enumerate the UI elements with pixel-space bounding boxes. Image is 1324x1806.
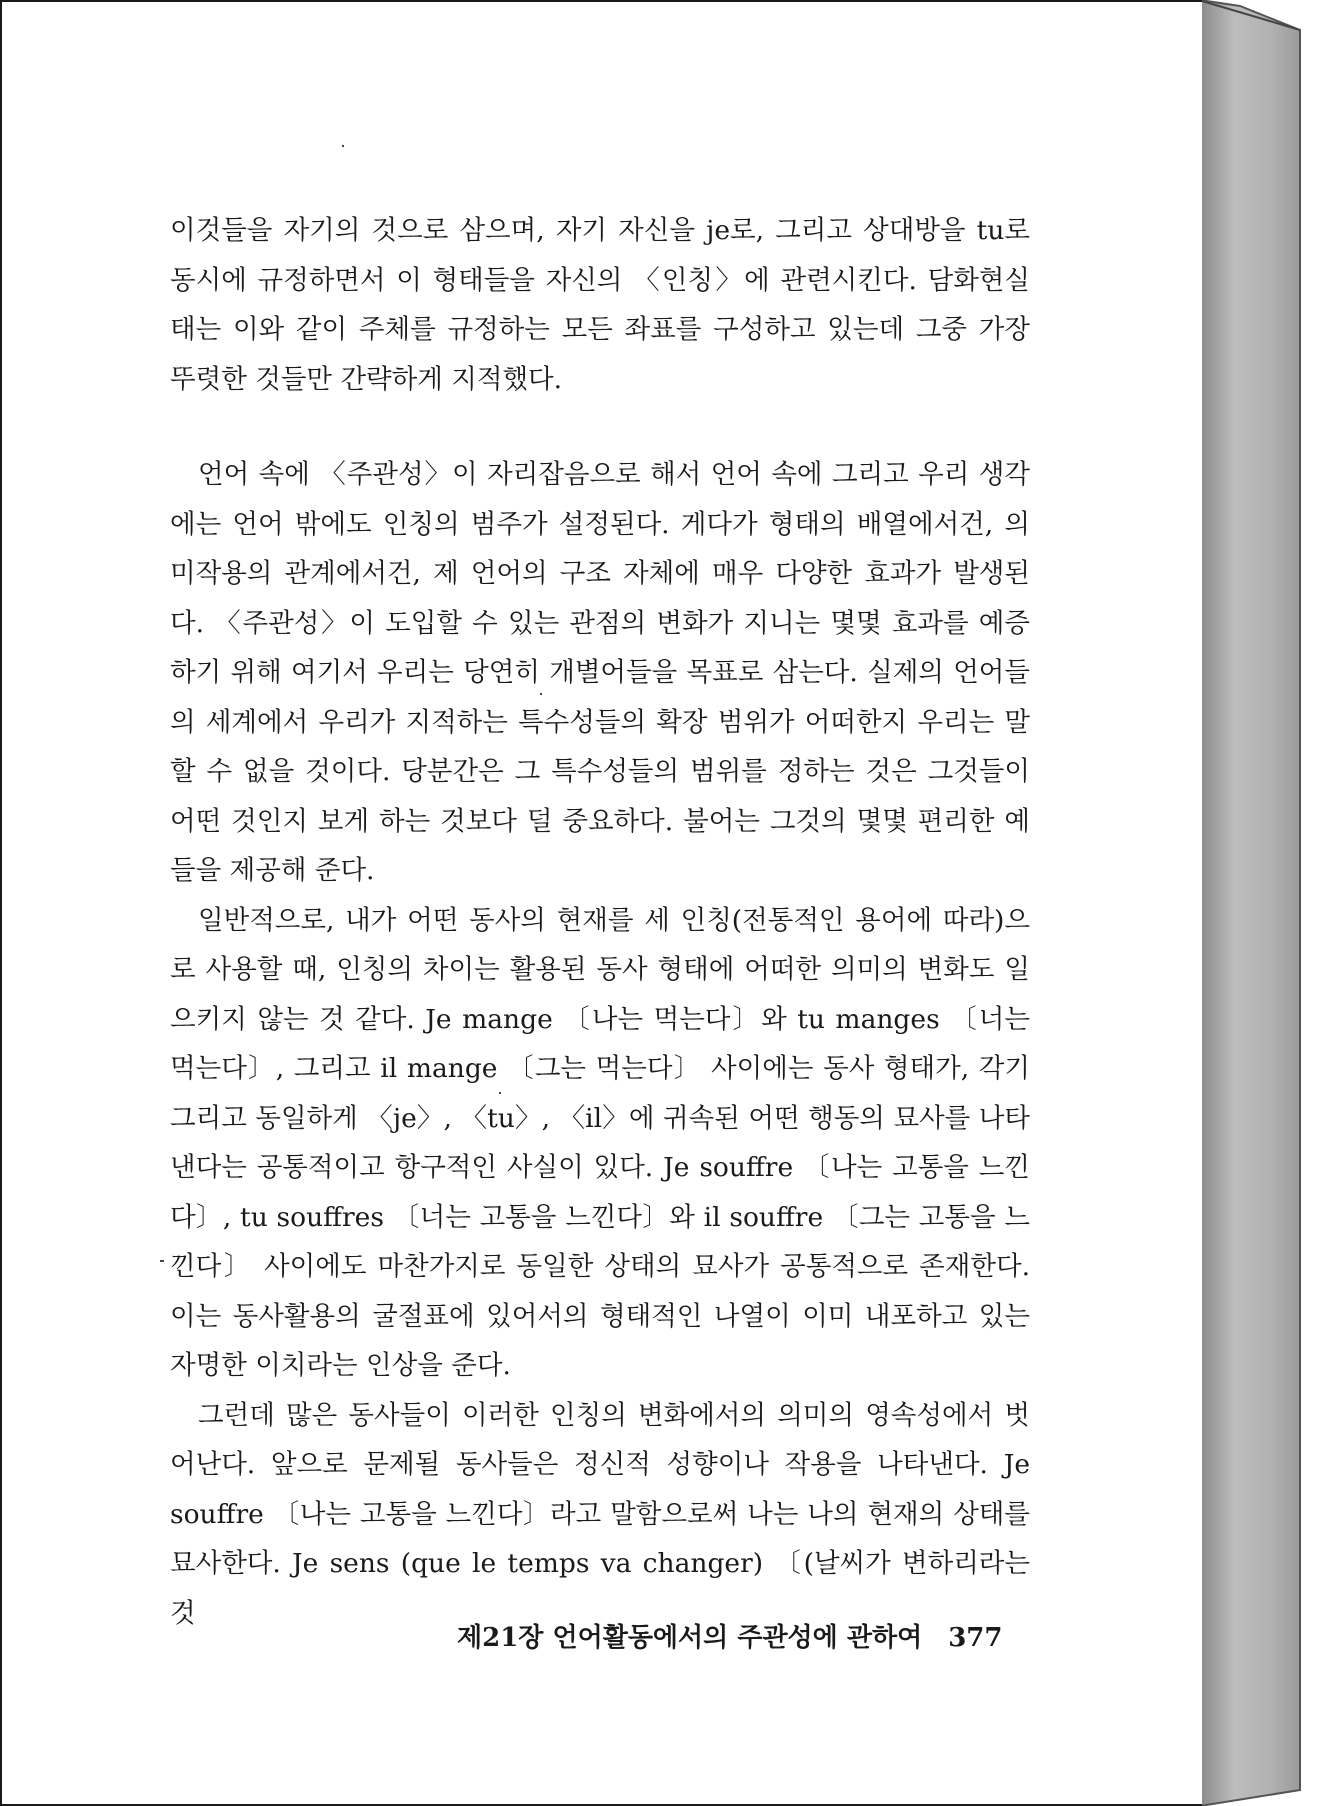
paragraph-2: 언어 속에 〈주관성〉이 자리잡음으로 해서 언어 속에 그리고 우리 생각에는 언어 밖에도 인칭의 범주가 설정된다. 게다가 형태의 배열에서건, 의미작용의 관계에서건, 제 언어의 구조 자체에 매우 다양한 효과가 발생된다. 〈주관성〉이 도입할 수 있는 관점의 변화가 지니는 몇몇 효과를 예증하기 위해 여기서 우리는 당연히 개별어들을 목표로 삼는다. 실제의 언어들의 세계에서 우리가 지적하는 특수성들의 확장 범위가 어떠한지 우리는 말할 수 없을 것이다. 당분간은 그 특수성들의 범위를 정하는 것은 그것들이 어떤 것인지 보게 하는 것보다 덜 중요하다. 불어는 그것의 몇몇 편리한 예들을 제공해 준다. xyxy=(170,459,1030,886)
paragraph-3: 일반적으로, 내가 어떤 동사의 현재를 세 인칭(전통적인 용어에 따라)으로 사용할 때, 인칭의 차이는 활용된 동사 형태에 어떠한 의미의 변화도 일으키지 않는 것 같다. Je mange 〔나는 먹는다〕와 tu manges 〔너는 먹는다〕, 그리고 il mange 〔그는 먹는다〕 사이에는 동사 형태가, 각기 그리고 동일하게 〈je〉, 〈tu〉, 〈il〉에 귀속된 어떤 행동의 묘사를 나타낸다는 공통적이고 항구적인 사실이 있다. Je souffre 〔나는 고통을 느낀다〕, tu souffres 〔너는 고통을 느낀다〕와 il souffre 〔그는 고통을 느낀다〕 사이에도 마찬가지로 동일한 상태의 묘사가 공통적으로 존재한다. 이는 동사활용의 굴절표에 있어서의 형태적인 나열이 이미 내포하고 있는 자명한 이치라는 인상을 준다. xyxy=(170,904,1030,1381)
page-number: 377 xyxy=(948,1623,1003,1653)
page-footer xyxy=(457,1618,1017,1658)
body-text-top xyxy=(170,206,1030,404)
scan-speck xyxy=(342,145,344,147)
scan-speck xyxy=(160,1260,164,1262)
chapter-title: 제21장 언어활동에서의 주관성에 관하여 xyxy=(457,1623,923,1653)
paragraph-1: 이것들을 자기의 것으로 삼으며, 자기 자신을 je로, 그리고 상대방을 tu로 동시에 규정하면서 이 형태들을 자신의 〈인칭〉에 관련시킨다. 담화현실태는 이와 같이 주체를 규정하는 모든 좌표를 구성하고 있는데 그중 가장 뚜렷한 것들만 간략하게 지적했다. xyxy=(170,215,1030,395)
body-text-main xyxy=(170,450,1030,1638)
paragraph-4: 그런데 많은 동사들이 이러한 인칭의 변화에서의 의미의 영속성에서 벗어난다. 앞으로 문제될 동사들은 정신적 성향이나 작용을 나타낸다. Je souffre 〔나는 고통을 느낀다〕라고 말함으로써 나는 나의 현재의 상태를 묘사한다. Je sens (que le temps va changer) 〔(날씨가 변하리라는 것 xyxy=(170,1399,1030,1629)
book-page-edge xyxy=(1196,0,1312,1806)
